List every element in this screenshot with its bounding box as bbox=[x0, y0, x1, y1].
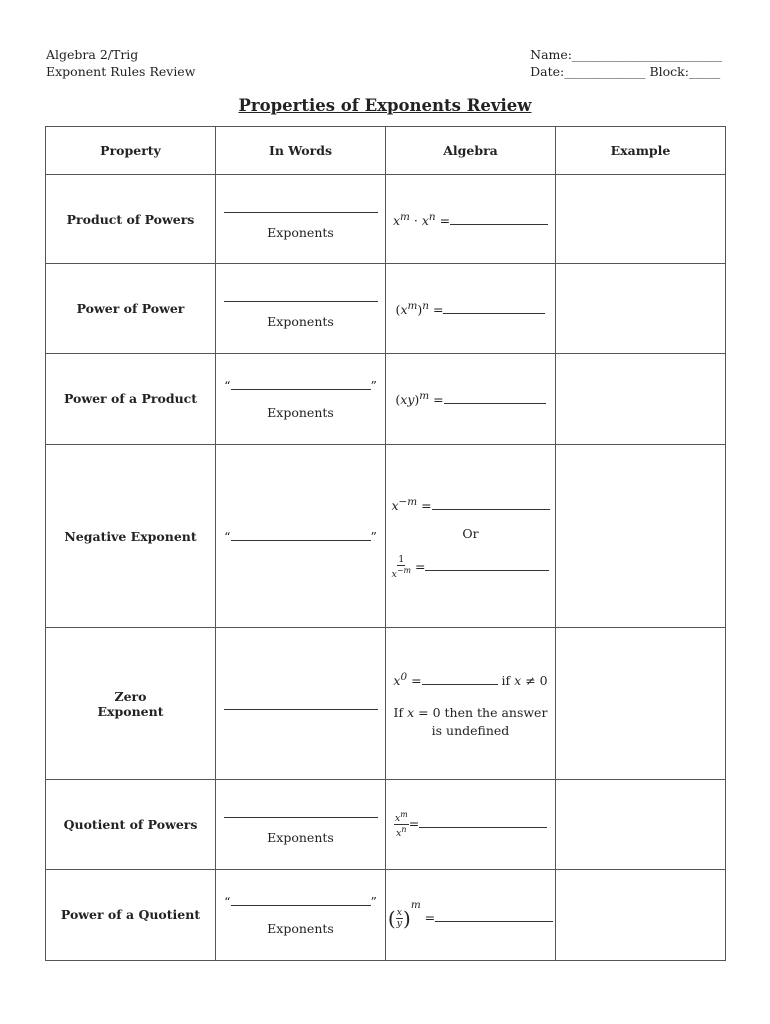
answer-blank[interactable] bbox=[422, 672, 498, 685]
quoted-answer-blank[interactable]: “ ” bbox=[224, 529, 377, 545]
answer-blank[interactable] bbox=[224, 287, 378, 302]
example-cell[interactable] bbox=[556, 628, 726, 780]
table-row bbox=[46, 444, 726, 627]
in-words-cell[interactable] bbox=[216, 444, 386, 627]
algebra-expression: ( $\frac{x}{y}$ )$^m$ = bbox=[387, 899, 436, 931]
condition-text: if x ≠ 0 bbox=[501, 672, 548, 688]
undefined-note-line2: is undefined bbox=[431, 722, 510, 738]
answer-blank[interactable] bbox=[435, 909, 553, 922]
quoted-answer-blank[interactable]: “ ” bbox=[224, 894, 377, 910]
header-left bbox=[46, 46, 195, 80]
example-cell[interactable] bbox=[556, 175, 726, 264]
column-header-in-words: In Words bbox=[216, 127, 386, 175]
column-header-algebra: Algebra bbox=[386, 127, 556, 175]
algebra-cell[interactable] bbox=[386, 264, 556, 353]
course-name: Algebra 2/Trig bbox=[46, 47, 139, 62]
property-name: Power of a Product bbox=[46, 353, 216, 444]
algebra-expression: $x^m \cdot x^n$ = bbox=[392, 210, 451, 228]
table-row bbox=[46, 264, 726, 353]
algebra-cell[interactable]: $x^{-m}$ = Or $\frac{1}{x^{-m}}$ = bbox=[386, 444, 556, 627]
table-row bbox=[46, 780, 726, 869]
undefined-note: If x = 0 then the answer is undefined bbox=[393, 704, 548, 738]
example-cell[interactable] bbox=[556, 353, 726, 444]
algebra-cell[interactable] bbox=[386, 353, 556, 444]
quoted-answer-blank[interactable]: “ ” bbox=[224, 378, 377, 394]
answer-blank[interactable] bbox=[450, 212, 548, 225]
in-words-cell[interactable] bbox=[216, 353, 386, 444]
table-header-row bbox=[46, 127, 726, 175]
column-header-example: Example bbox=[556, 127, 726, 175]
answer-blank[interactable] bbox=[224, 695, 378, 710]
in-words-cell[interactable] bbox=[216, 264, 386, 353]
header-right bbox=[530, 46, 722, 80]
answer-blank[interactable] bbox=[443, 301, 545, 314]
name-field[interactable]: Name:________________________ bbox=[530, 47, 722, 62]
example-cell[interactable] bbox=[556, 780, 726, 869]
example-cell[interactable] bbox=[556, 444, 726, 627]
algebra-expression: $x^{-m}$ = bbox=[391, 495, 432, 513]
words-sub-label: Exponents bbox=[267, 921, 334, 937]
algebra-expression: (xy)$^m$ = bbox=[395, 390, 444, 408]
property-name-line: Exponent bbox=[97, 703, 164, 719]
words-sub-label: Exponents bbox=[267, 405, 334, 421]
property-name-line: Zero bbox=[114, 688, 147, 704]
example-cell[interactable] bbox=[556, 869, 726, 960]
exponent-properties-table bbox=[45, 126, 726, 961]
algebra-expression: $(x^m)^n$ = bbox=[395, 299, 444, 318]
property-name: Power of a Quotient bbox=[46, 869, 216, 960]
answer-blank[interactable] bbox=[224, 198, 378, 213]
in-words-cell[interactable] bbox=[216, 175, 386, 264]
words-sub-label: Exponents bbox=[267, 225, 334, 241]
answer-blank[interactable] bbox=[444, 391, 546, 404]
example-cell[interactable] bbox=[556, 264, 726, 353]
words-sub-label: Exponents bbox=[267, 314, 334, 330]
table-row bbox=[46, 869, 726, 960]
column-header-property: Property bbox=[46, 127, 216, 175]
worksheet-subtitle: Exponent Rules Review bbox=[46, 64, 196, 79]
algebra-cell[interactable] bbox=[386, 869, 556, 960]
table-row bbox=[46, 628, 726, 780]
in-words-cell[interactable] bbox=[216, 628, 386, 780]
fraction-expression: $\frac{1}{x^{-m}}$ bbox=[391, 553, 411, 580]
or-label: Or bbox=[462, 525, 479, 541]
answer-blank[interactable] bbox=[419, 815, 547, 828]
page-title: Properties of Exponents Review bbox=[238, 96, 532, 115]
algebra-cell[interactable] bbox=[386, 175, 556, 264]
in-words-cell[interactable] bbox=[216, 869, 386, 960]
in-words-cell[interactable] bbox=[216, 780, 386, 869]
property-name: Negative Exponent bbox=[46, 444, 216, 627]
words-sub-label: Exponents bbox=[267, 830, 334, 846]
fraction-expression: $\frac{x^m}{x^n}$ bbox=[394, 809, 408, 840]
property-name: Product of Powers bbox=[46, 175, 216, 264]
algebra-cell[interactable]: $\frac{x^m}{x^n}$ = bbox=[386, 780, 556, 869]
table-row bbox=[46, 175, 726, 264]
property-name bbox=[46, 628, 216, 780]
answer-blank[interactable] bbox=[224, 803, 378, 818]
table-row bbox=[46, 353, 726, 444]
property-name: Power of Power bbox=[46, 264, 216, 353]
date-block-field[interactable]: Date:_____________ Block:_____ bbox=[530, 64, 721, 79]
algebra-expression: $x^0$ = bbox=[393, 670, 422, 688]
answer-blank[interactable] bbox=[432, 497, 550, 510]
algebra-cell[interactable] bbox=[386, 628, 556, 780]
answer-blank[interactable] bbox=[425, 558, 549, 571]
property-name: Quotient of Powers bbox=[46, 780, 216, 869]
